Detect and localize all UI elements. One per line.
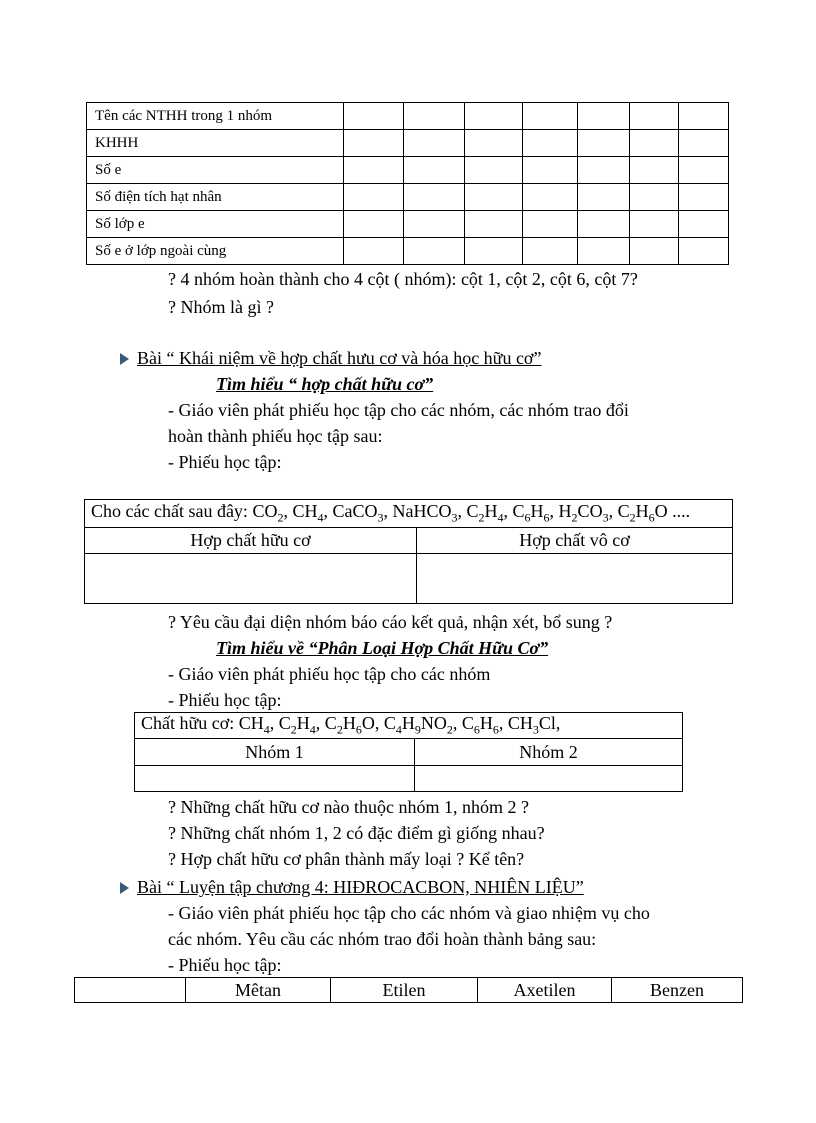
- empty-cell[interactable]: [630, 103, 679, 130]
- row-label: Số e: [87, 157, 344, 184]
- empty-cell[interactable]: [630, 130, 679, 157]
- empty-cell[interactable]: [465, 238, 523, 265]
- arrow-bullet-icon: [120, 353, 129, 365]
- empty-cell[interactable]: [344, 184, 404, 211]
- formula-list: $CO_2$, $CH_4$, CaCO$_3$, NaHCO$_3$, $C_2H_4$, $C_6H_6$, $H_2CO_3$, $C_2H_6O$ ....: [252, 501, 691, 525]
- hydrocarbon-table: [74, 977, 743, 1003]
- paragraph-line: - Giáo viên phát phiếu học tập cho các nhóm, các nhóm trao đổi: [168, 400, 629, 420]
- empty-cell[interactable]: [679, 184, 729, 211]
- column-header: Mêtan: [186, 978, 331, 1003]
- column-organic: Hợp chất hữu cơ: [85, 528, 417, 554]
- row-label: Số điện tích hạt nhân: [87, 184, 344, 211]
- empty-cell[interactable]: [630, 157, 679, 184]
- column-group-1: Nhóm 1: [135, 739, 415, 766]
- paragraph-line: - Giáo viên phát phiếu học tập cho các nhóm và giao nhiệm vụ cho: [168, 903, 650, 923]
- empty-cell[interactable]: [523, 103, 578, 130]
- organic-substances-header: Chất hữu cơ: $CH_4$, $C_2H_4$, $C_2H_6O$, $C_4H_9NO_2$, $C_6H_6$, $CH_3Cl$,: [135, 713, 683, 739]
- empty-cell[interactable]: [465, 157, 523, 184]
- empty-cell[interactable]: [523, 238, 578, 265]
- formula-list: $CH_4$, $C_2H_4$, $C_2H_6O$, $C_4H_9NO_2$, $C_6H_6$, $CH_3Cl$,: [238, 713, 561, 737]
- empty-cell[interactable]: [344, 211, 404, 238]
- empty-cell[interactable]: [578, 211, 630, 238]
- paragraph-line: hoàn thành phiếu học tập sau:: [168, 426, 383, 446]
- lesson-title: Bài “ Luyện tập chương 4: HIĐROCACBON, NHIÊN LIỆU”: [137, 877, 584, 897]
- table-row: [87, 103, 729, 130]
- paragraph-line: - Giáo viên phát phiếu học tập cho các nhóm: [168, 664, 491, 684]
- empty-cell[interactable]: [404, 130, 465, 157]
- row-label: Số e ở lớp ngoài cùng: [87, 238, 344, 265]
- table-row: [87, 130, 729, 157]
- empty-cell[interactable]: [465, 130, 523, 157]
- column-header: Axetilen: [478, 978, 612, 1003]
- empty-cell[interactable]: [523, 184, 578, 211]
- paragraph-line: - Phiếu học tập:: [168, 452, 282, 472]
- row-label: Tên các NTHH trong 1 nhóm: [87, 103, 344, 130]
- table-row: [87, 157, 729, 184]
- empty-cell[interactable]: [679, 238, 729, 265]
- empty-cell[interactable]: [404, 184, 465, 211]
- paragraph-line: - Phiếu học tập:: [168, 690, 282, 710]
- subheading-classification: Tìm hiểu về “Phân Loại Hợp Chất Hữu Cơ”: [216, 638, 549, 658]
- answer-cell[interactable]: [415, 766, 683, 792]
- empty-cell[interactable]: [344, 238, 404, 265]
- empty-cell[interactable]: [523, 211, 578, 238]
- empty-cell[interactable]: [679, 130, 729, 157]
- empty-cell[interactable]: [523, 157, 578, 184]
- empty-cell[interactable]: [344, 130, 404, 157]
- paragraph-line: các nhóm. Yêu cầu các nhóm trao đổi hoàn thành bảng sau:: [168, 929, 597, 949]
- lesson-heading-2: [120, 874, 584, 900]
- row-label: KHHH: [87, 130, 344, 157]
- column-group-2: Nhóm 2: [415, 739, 683, 766]
- empty-cell[interactable]: [465, 103, 523, 130]
- paragraph-line: - Phiếu học tập:: [168, 955, 282, 975]
- subheading-hop-chat: Tìm hiểu “ hợp chất hữu cơ”: [216, 374, 434, 394]
- question-what-is-group: ? Nhóm là gì ?: [168, 297, 274, 317]
- empty-cell[interactable]: [578, 184, 630, 211]
- answer-cell[interactable]: [135, 766, 415, 792]
- empty-cell[interactable]: [344, 157, 404, 184]
- empty-cell[interactable]: [679, 157, 729, 184]
- arrow-bullet-icon: [120, 882, 129, 894]
- empty-cell[interactable]: [578, 103, 630, 130]
- empty-cell[interactable]: [465, 184, 523, 211]
- empty-cell[interactable]: [404, 238, 465, 265]
- column-header: Etilen: [331, 978, 478, 1003]
- question-similar: ? Những chất nhóm 1, 2 có đặc điểm gì giống nhau?: [168, 823, 545, 843]
- empty-cell[interactable]: [465, 211, 523, 238]
- empty-cell[interactable]: [578, 130, 630, 157]
- empty-cell[interactable]: [404, 211, 465, 238]
- answer-cell[interactable]: [85, 554, 417, 604]
- empty-cell[interactable]: [578, 157, 630, 184]
- table-row: [87, 211, 729, 238]
- column-header: Benzen: [612, 978, 743, 1003]
- question-4-groups: ? 4 nhóm hoàn thành cho 4 cột ( nhóm): cột 1, cột 2, cột 6, cột 7?: [168, 269, 638, 289]
- empty-cell[interactable]: [578, 238, 630, 265]
- lesson-title: Bài “ Khái niệm về hợp chất hưu cơ và hóa học hữu cơ”: [137, 348, 542, 368]
- element-properties-table: [86, 102, 729, 265]
- empty-cell[interactable]: [679, 103, 729, 130]
- blank-header-cell: [75, 978, 186, 1003]
- empty-cell[interactable]: [679, 211, 729, 238]
- table-row: [87, 238, 729, 265]
- question-types: ? Hợp chất hữu cơ phân thành mấy loại ? Kể tên?: [168, 849, 525, 869]
- empty-cell[interactable]: [630, 184, 679, 211]
- empty-cell[interactable]: [630, 211, 679, 238]
- lesson-heading-1: [120, 345, 541, 371]
- column-inorganic: Hợp chất vô cơ: [417, 528, 733, 554]
- answer-cell[interactable]: [417, 554, 733, 604]
- classification-table: [134, 712, 683, 792]
- question-report: ? Yêu cầu đại diện nhóm báo cáo kết quả, nhận xét, bổ sung ?: [168, 612, 613, 632]
- empty-cell[interactable]: [404, 157, 465, 184]
- row-label: Số lớp e: [87, 211, 344, 238]
- table-row: [87, 184, 729, 211]
- empty-cell[interactable]: [630, 238, 679, 265]
- empty-cell[interactable]: [523, 130, 578, 157]
- empty-cell[interactable]: [404, 103, 465, 130]
- substances-header: Cho các chất sau đây: $CO_2$, $CH_4$, CaCO$_3$, NaHCO$_3$, $C_2H_4$, $C_6H_6$, $H_2CO_3$, $C_2H_6O$ ....: [85, 500, 733, 528]
- question-groups: ? Những chất hữu cơ nào thuộc nhóm 1, nhóm 2 ?: [168, 797, 529, 817]
- empty-cell[interactable]: [344, 103, 404, 130]
- organic-inorganic-table: [84, 499, 733, 604]
